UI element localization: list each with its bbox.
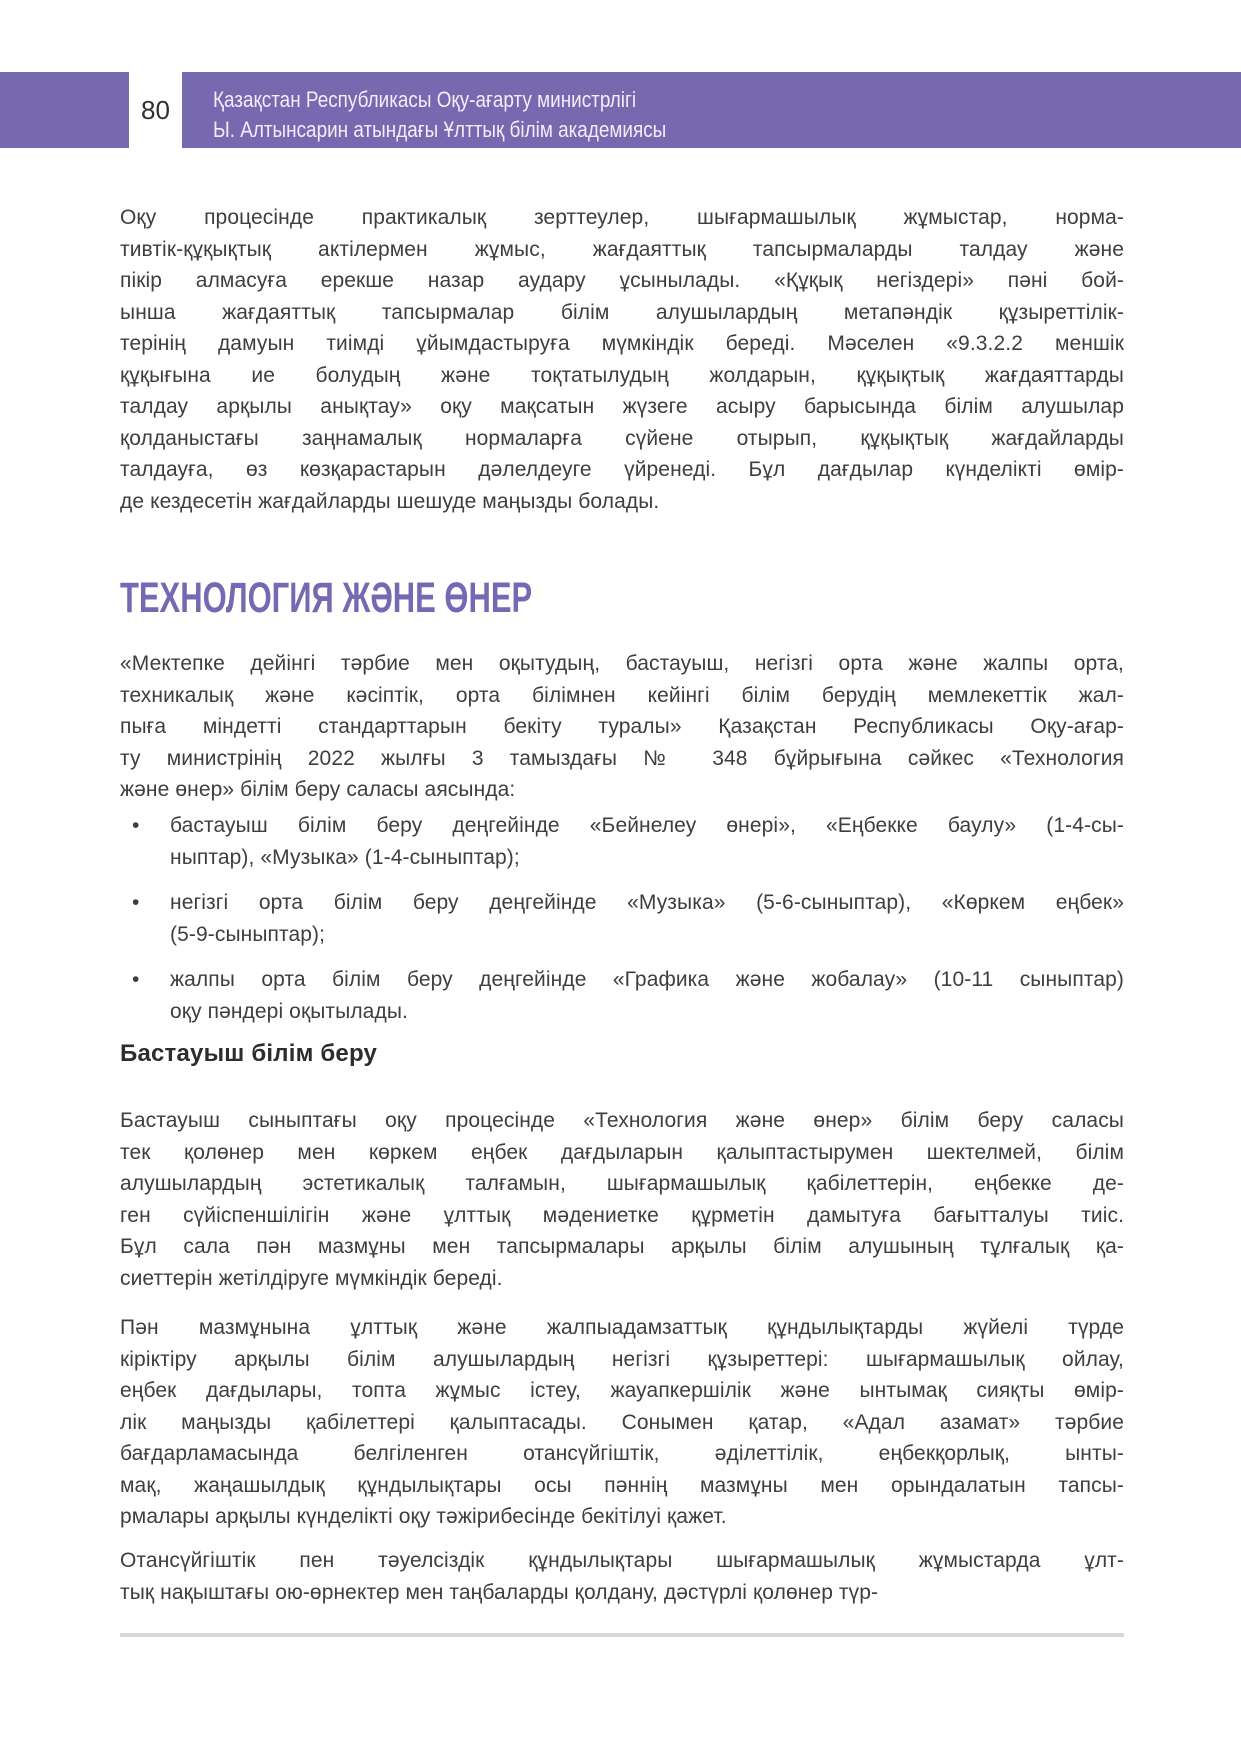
bullet-icon: •	[132, 968, 140, 991]
paragraph-law-basics: Оқу процесінде практикалық зерттеулер, шығармашылық жұмыстар, норма- тивтік-құқықтық актілермен жұмыс, жағдаяттық тапсырмаларды талдау және пікір алмасуға ерекше назар аудару ұсынылады. «Құқық негіздері» пәні бой- ынша жағдаяттық тапсырмалар білім алушылардың метапәндік құзыреттілік- терінің дамуын тиімді ұйымдастыруға мүмкіндік береді. Мәселен «9.3.2.2 меншік құқығына ие болудың және тоқтатылудың жолдарын, құқықтық жағдаяттарды талдау арқылы анықтау» оқу мақсатын жүзеге асыру барысында білім алушылар қолданыстағы заңнамалық нормаларға сүйене отырып, құқықтық жағдайларды талдауға, өз көзқарастарын дәлелдеуге үйренеді. Бұл дағдылар күнделікті өмір- де кездесетін жағдайларды шешуде маңызды болады.	[120, 206, 1124, 513]
bullet-item-general-secondary-level	[120, 964, 1124, 1027]
subheading-primary-education: Бастауыш білім беру	[120, 1040, 378, 1067]
bullet-item-primary-level	[120, 810, 1124, 873]
bullet-icon: •	[132, 814, 140, 837]
paragraph-standards-order: «Мектепке дейінгі тәрбие мен оқытудың, бастауыш, негізгі орта және жалпы орта, техникалық және кәсіптік, орта білімнен кейінгі білім берудің мемлекеттік жал- пыға міндетті стандарттарын бекіту туралы» Қазақстан Республикасы Оқу-ағар- ту министрінің 2022 жылғы 3 тамыздағы № 348 бұйрығына сәйкес «Технология және өнер» білім беру саласы аясында:	[120, 652, 1124, 801]
bullet-list	[120, 810, 1124, 1041]
header-line-academy: Ы. Алтынсарин атындағы Ұлттық білім академиясы	[212, 117, 667, 142]
header-line-ministry: Қазақстан Республикасы Оқу-ағарту министрлігі	[212, 87, 637, 112]
bullet-icon: •	[132, 891, 140, 914]
footer-divider	[120, 1633, 1124, 1637]
bullet-item-text: жалпы орта білім беру деңгейінде «Графика және жобалау» (10-11 сыныптар) оқу пәндері оқытылады.	[170, 968, 1124, 1023]
paragraph-primary-goals: Бастауыш сыныптағы оқу процесінде «Технология және өнер» білім беру саласы тек қолөнер мен көркем еңбек дағдыларын қалыптастырумен шектелмей, білім алушылардың эстетикалық талғамын, шығармашылық қабілеттерін, еңбекке де- ген сүйіспеншілігін және ұлттық мәдениетке құрметін дамытуға бағытталуы тиіс. Бұл сала пән мазмұны мен тапсырмалары арқылы білім алушының тұлғалық қа- сиеттерін жетілдіруге мүмкіндік береді.	[120, 1109, 1124, 1290]
header-band-text	[182, 72, 1093, 145]
section-heading-technology-and-art	[120, 576, 692, 621]
header-left-block	[0, 72, 129, 148]
bullet-item-basic-secondary-level	[120, 887, 1124, 950]
paragraph-patriotism: Отансүйгіштік пен тәуелсіздік құндылықтары шығармашылық жұмыстарда ұлт- тық нақыштағы ою-өрнектер мен таңбаларды қолдану, дәстүрлі қолөнер түр-	[120, 1549, 1124, 1604]
page-number: 80	[141, 94, 170, 125]
bullet-item-text: бастауыш білім беру деңгейінде «Бейнелеу өнері», «Еңбекке баулу» (1-4-сы- ныптар), «Музыка» (1-4-сыныптар);	[170, 814, 1124, 869]
bullet-item-text: негізгі орта білім беру деңгейінде «Музыка» (5-6-сыныптар), «Көркем еңбек» (5-9-сыныптар);	[170, 891, 1124, 946]
header-band	[182, 72, 1241, 148]
paragraph-values-integration: Пән мазмұнына ұлттық және жалпыадамзаттық құндылықтарды жүйелі түрде кіріктіру арқылы білім алушылардың негізгі құзыреттері: шығармашылық ойлау, еңбек дағдылары, топта жұмыс істеу, жауапкершілік және ынтымақ сияқты өмір- лік маңызды қабілеттері қалыптасады. Сонымен қатар, «Адал азамат» тәрбие бағдарламасында белгіленген отансүйгіштік, әділеттілік, еңбекқорлық, ынты- мақ, жаңашылдық құндылықтары осы пәннің мазмұны мен орындалатын тапсы- рмалары арқылы күнделікті оқу тәжірибесінде бекітілуі қажет.	[120, 1316, 1124, 1528]
section-heading-text: ТЕХНОЛОГИЯ ЖӘНЕ ӨНЕР	[120, 574, 533, 622]
